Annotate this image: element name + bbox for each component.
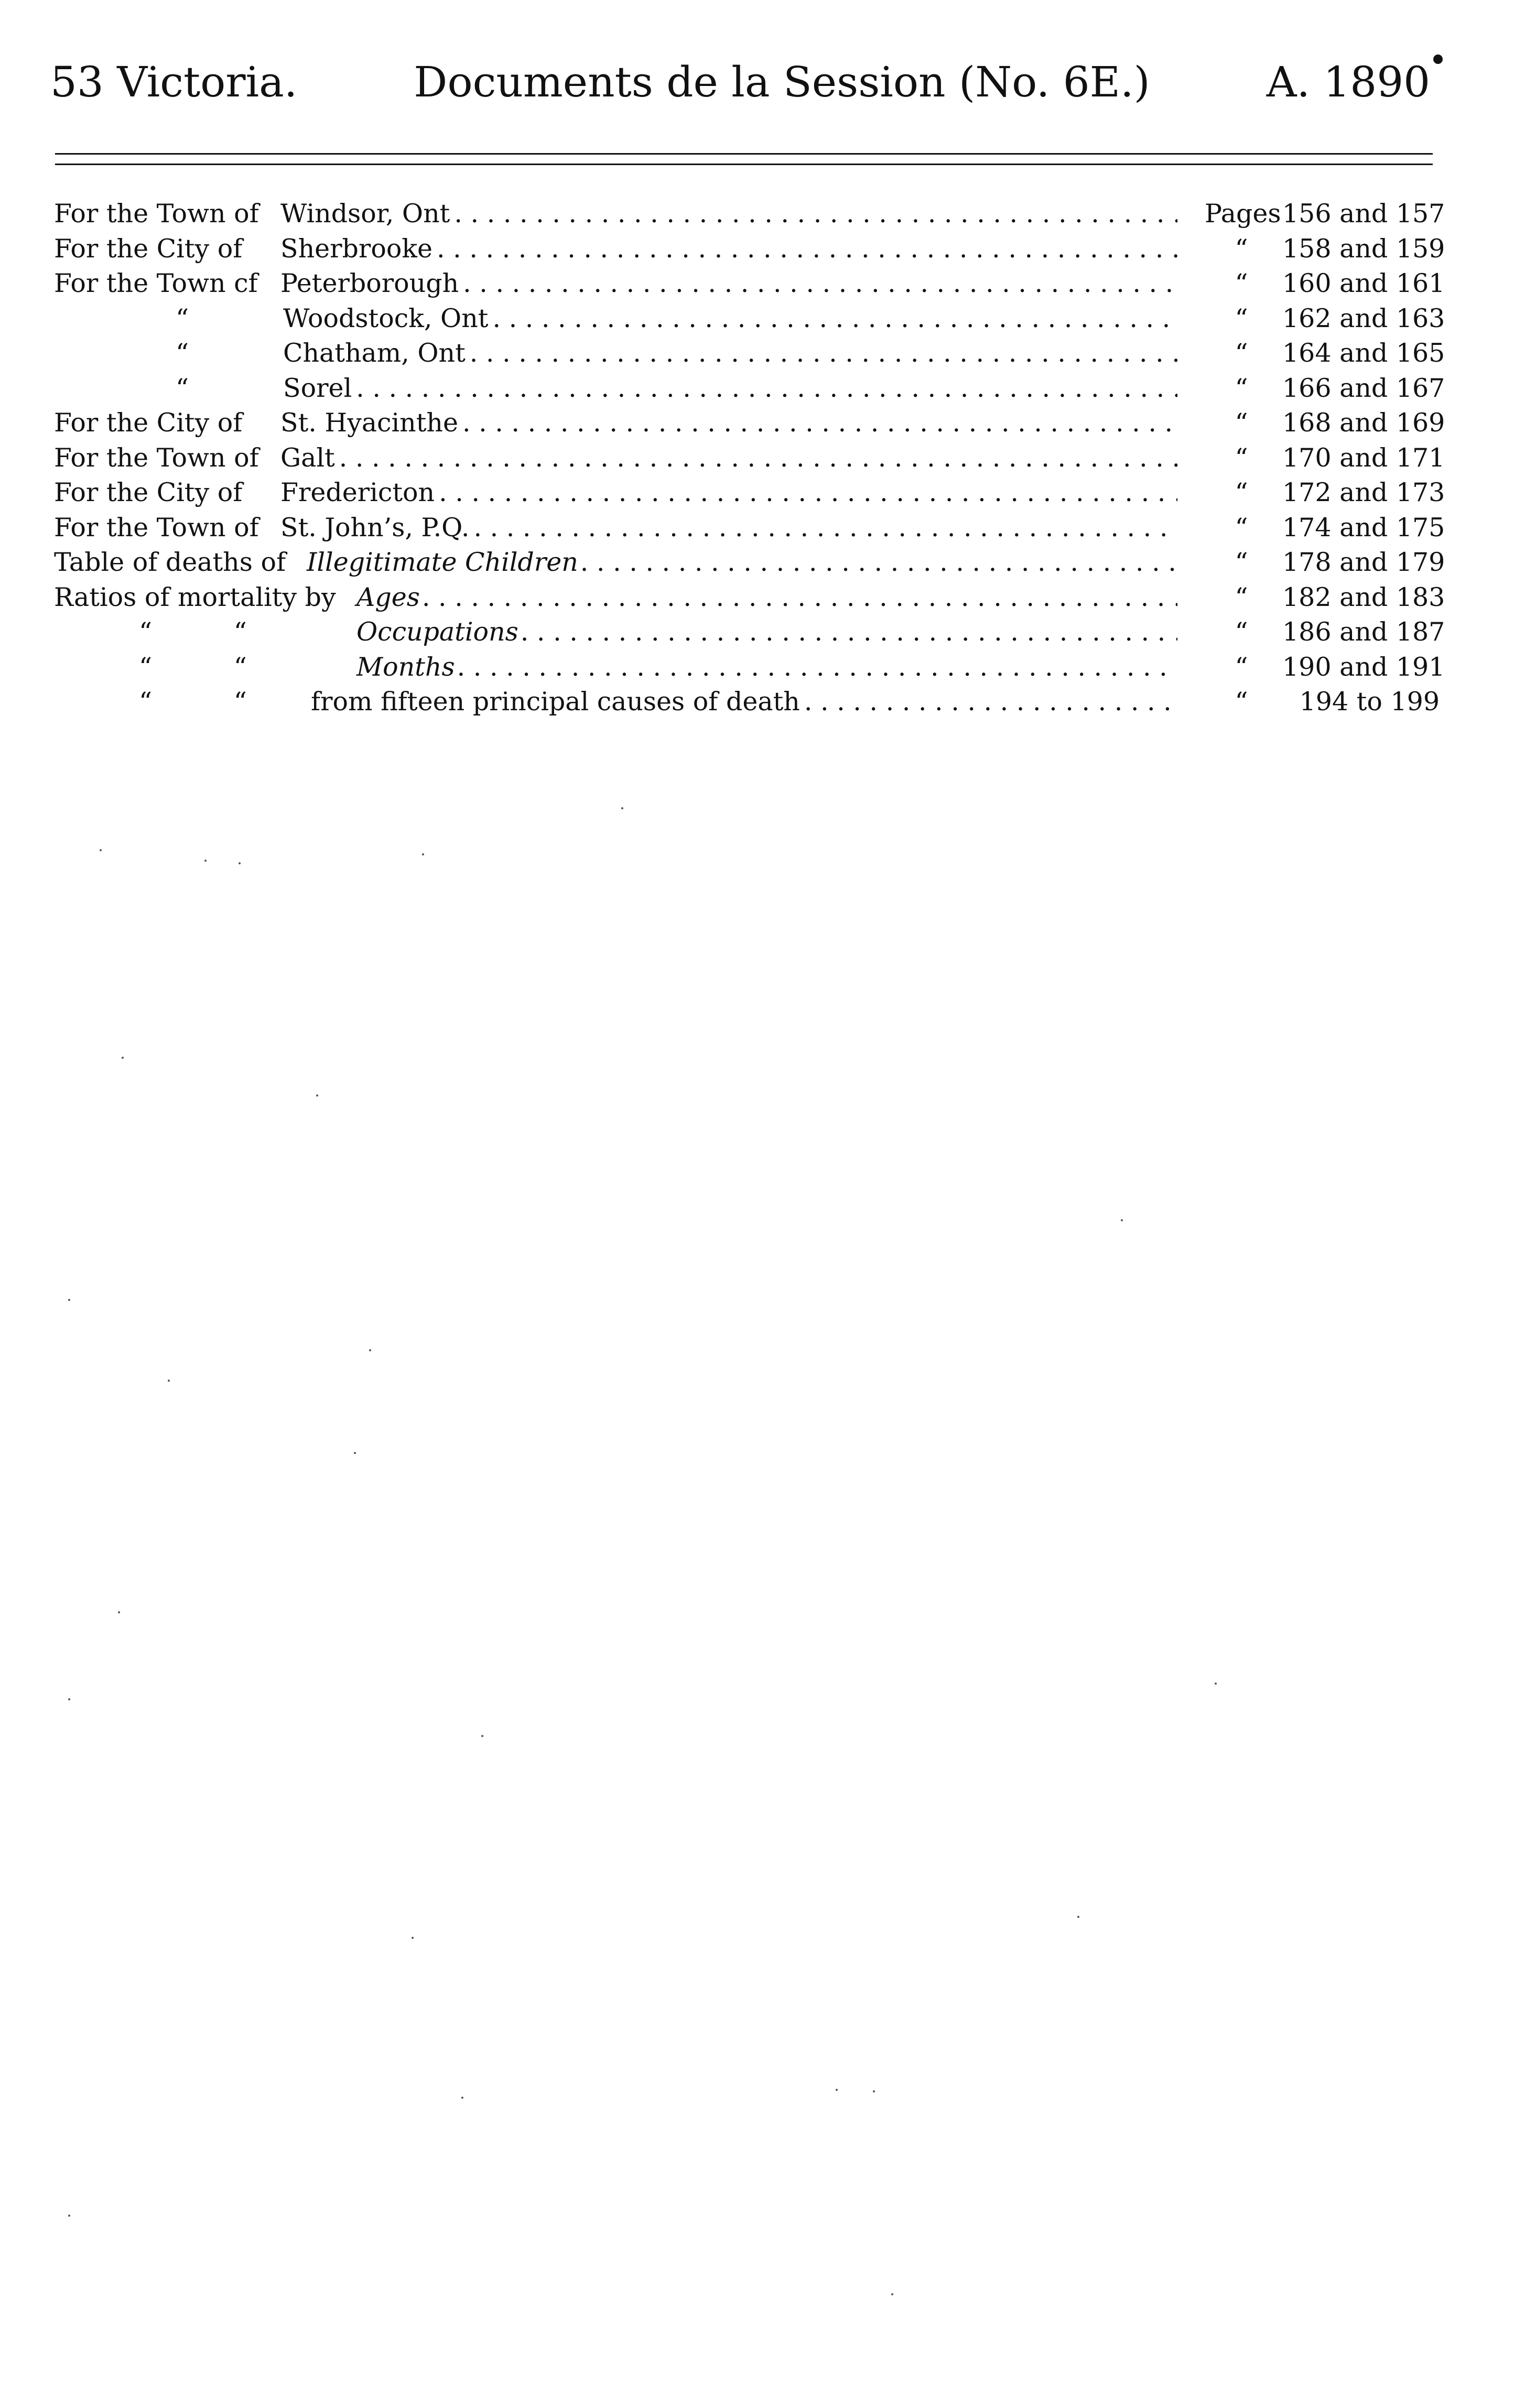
toc-row — [54, 406, 1445, 441]
scan-speck — [1077, 1916, 1079, 1918]
scan-speck — [461, 2097, 463, 2099]
toc-row — [54, 580, 1445, 615]
entry-italic-text: Illegitimate Children — [307, 547, 578, 577]
row-entry — [354, 615, 1177, 650]
scan-speck — [1121, 1219, 1123, 1221]
ditto-mark: “ — [1235, 652, 1248, 682]
entry-text: St. John’s, P.Q. — [280, 512, 470, 543]
entry-text: Windsor, Ont — [280, 199, 450, 229]
dot-leader — [492, 301, 1177, 337]
ditto-mark: “ — [1235, 338, 1248, 368]
ditto-mark: “ — [1235, 408, 1248, 438]
page-range: 160 and 161 — [1282, 268, 1445, 298]
row-entry — [280, 441, 1177, 476]
ditto-mark: “ — [1235, 442, 1248, 473]
toc-row — [54, 441, 1445, 476]
row-prefix: Ratios of mortality by — [54, 582, 336, 612]
header-left: 53 Victoria. — [50, 58, 298, 106]
row-entry — [354, 650, 1177, 685]
row-prefix: For the Town of — [54, 512, 259, 543]
scan-speck — [481, 1735, 483, 1737]
dot-leader — [463, 266, 1177, 301]
scan-speck — [891, 2293, 893, 2295]
row-ditto: “ “ — [139, 617, 247, 647]
dot-leader — [457, 650, 1177, 685]
row-entry — [280, 511, 1177, 546]
page-range: 194 to 199 — [1299, 687, 1440, 717]
dot-leader — [437, 232, 1177, 267]
header-rule-bottom — [55, 164, 1433, 165]
scan-speck — [68, 2215, 70, 2217]
ditto-mark: “ — [1235, 373, 1248, 403]
ditto-mark: “ — [1235, 268, 1248, 298]
dot-leader — [439, 475, 1177, 511]
dot-leader — [521, 615, 1177, 650]
row-entry — [280, 197, 1177, 232]
scan-speck — [354, 1452, 356, 1454]
toc-row — [54, 232, 1445, 267]
scan-speck — [122, 1057, 124, 1059]
row-entry — [280, 266, 1177, 301]
ditto-mark: “ — [1235, 582, 1248, 612]
entry-text: Galt — [280, 442, 335, 473]
row-prefix: For the City of — [54, 478, 243, 507]
entry-text: Fredericton — [280, 478, 435, 507]
row-ditto: “ — [176, 338, 189, 368]
page-range: 178 and 179 — [1282, 547, 1445, 577]
dot-leader — [462, 406, 1177, 441]
toc-row — [54, 266, 1445, 301]
row-ditto: “ — [176, 303, 189, 333]
scan-speck — [1215, 1683, 1217, 1685]
scan-speck — [168, 1380, 170, 1382]
ditto-mark: “ — [1235, 478, 1248, 507]
scan-speck — [100, 849, 102, 851]
page-range: 156 and 157 — [1282, 199, 1445, 229]
entry-text: Woodstock, Ont — [283, 303, 489, 333]
page-range: 190 and 191 — [1282, 652, 1445, 682]
toc-row — [54, 197, 1445, 232]
ink-dot — [1433, 55, 1443, 64]
page-range: 170 and 171 — [1282, 442, 1445, 473]
entry-text: Sorel — [283, 373, 352, 403]
dot-leader — [356, 371, 1177, 406]
page-range: 186 and 187 — [1282, 617, 1445, 647]
row-prefix: Table of deaths of — [54, 547, 286, 577]
row-entry — [280, 406, 1177, 441]
ditto-mark: “ — [1235, 512, 1248, 543]
page-range: 158 and 159 — [1282, 233, 1445, 264]
row-ditto: “ — [176, 373, 189, 403]
scan-speck — [873, 2090, 875, 2092]
ditto-mark: “ — [1235, 233, 1248, 264]
dot-leader — [470, 336, 1177, 371]
pages-label: Pages — [1205, 199, 1281, 229]
scan-speck — [621, 807, 623, 809]
row-ditto: “ “ — [139, 687, 247, 717]
scan-speck — [412, 1937, 414, 1939]
page-range: 164 and 165 — [1282, 338, 1445, 368]
scan-speck — [836, 2089, 838, 2091]
toc-row — [54, 545, 1445, 580]
toc-row — [54, 650, 1445, 685]
page-range: 182 and 183 — [1282, 582, 1445, 612]
header-right-wrap — [1267, 58, 1430, 106]
dot-leader — [804, 685, 1177, 720]
scan-speck — [68, 1698, 70, 1700]
dot-leader — [473, 511, 1177, 546]
scan-speck — [369, 1349, 371, 1351]
row-entry — [354, 580, 1177, 615]
entry-italic-text: Occupations — [356, 617, 518, 647]
entry-italic-text: Ages — [356, 582, 420, 612]
dot-leader — [454, 197, 1177, 232]
header-right: A. 1890 — [1266, 58, 1430, 106]
toc-row — [54, 615, 1445, 650]
page-range: 166 and 167 — [1282, 373, 1445, 403]
row-entry — [283, 301, 1177, 337]
entry-text: St. Hyacinthe — [280, 408, 458, 438]
row-entry — [280, 232, 1177, 267]
dot-leader — [339, 441, 1177, 476]
dot-leader — [580, 545, 1177, 580]
ditto-mark: “ — [1235, 617, 1248, 647]
header-center: Documents de la Session (No. 6E.) — [414, 58, 1150, 106]
page-range: 162 and 163 — [1282, 303, 1445, 333]
entry-text: Peterborough — [280, 268, 459, 298]
running-header — [50, 58, 1430, 121]
ditto-mark: “ — [1235, 687, 1248, 717]
row-entry — [305, 545, 1177, 580]
header-rule-top — [55, 153, 1433, 155]
row-prefix: For the City of — [54, 408, 243, 438]
scan-speck — [316, 1094, 318, 1097]
row-prefix: For the Town of — [54, 442, 259, 473]
row-entry — [283, 371, 1177, 406]
toc-row — [54, 685, 1440, 720]
toc-row — [54, 511, 1445, 546]
scan-speck — [204, 860, 207, 862]
entry-text: from fifteen principal causes of death — [311, 687, 800, 717]
row-entry — [280, 475, 1177, 511]
entry-text: Sherbrooke — [280, 233, 433, 264]
scan-speck — [68, 1299, 70, 1301]
row-prefix: For the Town cf — [54, 268, 258, 298]
page-range: 172 and 173 — [1282, 478, 1445, 507]
row-ditto: “ “ — [139, 652, 247, 682]
scan-speck — [239, 862, 241, 864]
scan-speck — [422, 853, 424, 855]
toc-row — [54, 475, 1445, 511]
row-entry — [283, 336, 1177, 371]
toc-row — [54, 336, 1445, 371]
row-entry — [311, 685, 1177, 720]
dot-leader — [422, 580, 1177, 615]
scan-speck — [118, 1611, 120, 1613]
entry-text: Chatham, Ont — [283, 338, 466, 368]
toc-row — [54, 301, 1445, 337]
ditto-mark: “ — [1235, 303, 1248, 333]
contents-list — [54, 197, 1445, 720]
entry-italic-text: Months — [356, 652, 455, 682]
row-prefix: For the Town of — [54, 199, 259, 229]
row-prefix: For the City of — [54, 233, 243, 264]
page-range: 174 and 175 — [1282, 512, 1445, 543]
page-range: 168 and 169 — [1282, 408, 1445, 438]
toc-row — [54, 371, 1445, 406]
ditto-mark: “ — [1235, 547, 1248, 577]
